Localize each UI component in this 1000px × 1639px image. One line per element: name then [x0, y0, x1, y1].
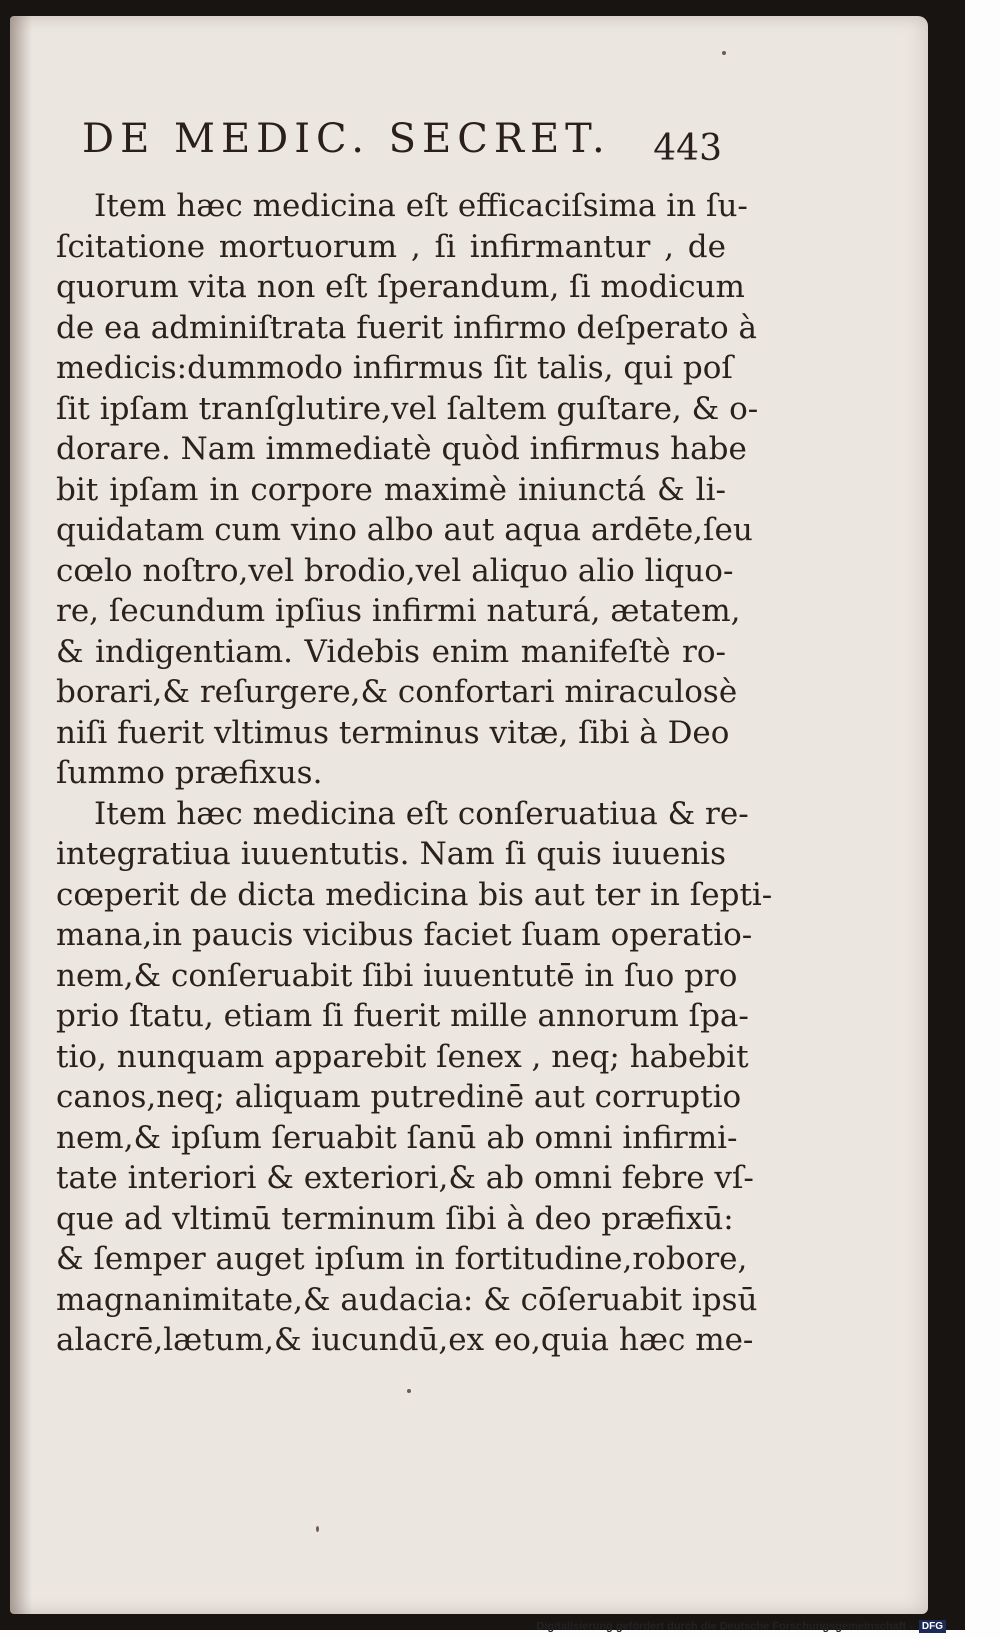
- text-line: & indigentiam. Videbis enim manifeſtè ro-: [56, 633, 726, 670]
- text-line: prio ſtatu, etiam ſi fuerit mille annorum ſpa-: [56, 998, 749, 1034]
- text-line: quidatam cum vino albo aut aqua ardēte,ſeu: [56, 512, 753, 548]
- text-line: magnanimitate,& audacia: & cōſeruabit ipsū: [56, 1281, 758, 1318]
- text-line: cœperit de dicta medicina bis aut ter in ſepti-: [56, 876, 773, 913]
- page-gutter-shadow: [10, 16, 32, 1614]
- page-number: 443: [653, 128, 722, 169]
- text-line: ſit ipſam tranſglutire,vel ſaltem guſtare, & o-: [56, 390, 759, 427]
- text-line: nem,& ipſum ſeruabit ſanū ab omni infirmi-: [56, 1119, 738, 1156]
- text-line: canos,neq; aliquam putredinē aut corruptio: [56, 1079, 742, 1115]
- running-title: DE MEDIC. SECRET.: [82, 116, 611, 162]
- text-line: borari,& reſurgere,& confortari miraculosè: [56, 674, 738, 710]
- text-line: alacrē,lætum,& iucundū,ex eo,quia hæc me-: [56, 1322, 754, 1358]
- text-line: de ea adminiſtrata fuerit infirmo deſperato à: [56, 309, 757, 346]
- text-line: mana,in paucis vicibus faciet ſuam operatio-: [56, 917, 753, 953]
- paper-speck: [722, 51, 726, 55]
- text-line: integratiua iuuentutis. Nam ſi quis iuuenis: [56, 836, 726, 872]
- book-page: [10, 16, 928, 1614]
- digitization-credit: [536, 1620, 946, 1633]
- text-line: niſi fuerit vltimus terminus vitæ, ſibi à Deo: [56, 714, 730, 751]
- text-line: ſcitatione mortuorum , ſi infirmantur , de: [56, 228, 726, 265]
- text-line: bit ipſam in corpore maximè iniunctá & li-: [56, 471, 726, 508]
- text-line: cœlo noſtro,vel brodio,vel aliquo alio liquo-: [56, 552, 734, 589]
- text-line: que ad vltimū terminum ſibi à deo præfixū:: [56, 1200, 734, 1237]
- page-header: [82, 116, 722, 182]
- body-text: [56, 186, 773, 1361]
- paper-speck: [407, 1389, 411, 1393]
- text-line: dorare. Nam immediatè quòd infirmus habe: [56, 431, 747, 467]
- text-line: re, ſecundum ipſius infirmi naturá, ætatem,: [56, 593, 741, 629]
- paragraph-2: [56, 794, 773, 1361]
- text-line: tate interiori & exteriori,& ab omni febre vſ-: [56, 1160, 754, 1196]
- text-line: Item hæc medicina eſt efficaciſsima in ſu-: [94, 188, 748, 224]
- dfg-logo: DFG: [919, 1620, 946, 1633]
- text-line: quorum vita non eſt ſperandum, ſi modicum: [56, 269, 745, 305]
- paragraph-1: [56, 186, 759, 794]
- credit-text: Digitalisierung gefördert durch die Deutsche Forschungsgemeinschaft -: [536, 1620, 913, 1633]
- text-line: tio, nunquam apparebit ſenex , neq; habebit: [56, 1038, 749, 1075]
- text-line: medicis:dummodo infirmus ſit talis, qui poſ: [56, 350, 733, 386]
- text-line: ſummo præfixus.: [56, 755, 323, 791]
- text-line: & ſemper auget ipſum in fortitudine,robore,: [56, 1241, 748, 1277]
- text-line: nem,& conſeruabit ſibi iuuentutē in ſuo pro: [56, 957, 738, 994]
- text-line: Item hæc medicina eſt conſeruatiua & re-: [94, 795, 749, 832]
- paper-speck: [316, 1526, 319, 1532]
